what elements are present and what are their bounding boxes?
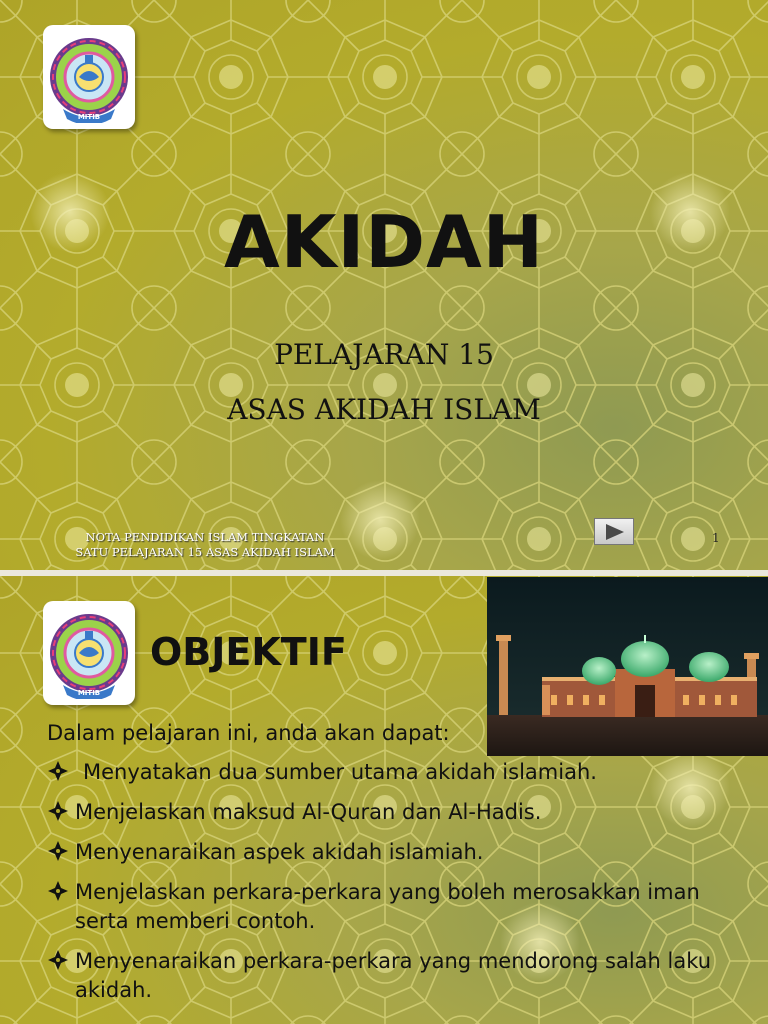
list-item: Menjelaskan perkara-perkara yang boleh merosakkan iman serta memberi contoh. xyxy=(47,878,747,936)
lesson-title: ASAS AKIDAH ISLAM xyxy=(227,393,541,426)
intro-text: Dalam pelajaran ini, anda akan dapat: xyxy=(47,721,450,745)
slide-footer xyxy=(30,530,380,560)
list-item: Menjelaskan maksud Al-Quran dan Al-Hadis. xyxy=(47,798,747,827)
slide-title: AKIDAH xyxy=(223,200,545,284)
list-item: Menyenaraikan aspek akidah islamiah. xyxy=(47,838,747,867)
list-item: Menyenaraikan perkara-perkara yang mendorong salah laku akidah. xyxy=(47,947,747,1005)
page-number: 1 xyxy=(712,531,720,545)
mosque-photo xyxy=(487,577,768,756)
objective-slide xyxy=(0,576,768,1024)
footer-line-2: SATU PELAJARAN 15 ASAS AKIDAH ISLAM xyxy=(75,545,335,559)
footer-line-1: NOTA PENDIDIKAN ISLAM TINGKATAN xyxy=(85,530,325,544)
diamond-bullet-icon xyxy=(47,880,69,902)
next-slide-button[interactable] xyxy=(594,518,634,545)
objective-heading: OBJEKTIF xyxy=(150,630,347,674)
objective-list xyxy=(47,758,747,1016)
school-logo xyxy=(43,25,135,129)
lesson-number: PELAJARAN 15 xyxy=(274,338,494,371)
svg-text:MITIB: MITIB xyxy=(77,113,101,121)
diamond-bullet-icon xyxy=(47,800,69,822)
diamond-bullet-icon xyxy=(47,949,69,971)
diamond-bullet-icon xyxy=(47,840,69,862)
svg-text:MITIB: MITIB xyxy=(77,689,101,697)
diamond-bullet-icon xyxy=(47,760,69,782)
school-logo xyxy=(43,601,135,705)
school-emblem-icon xyxy=(49,609,129,699)
list-item: Menyatakan dua sumber utama akidah islamiah. xyxy=(47,758,747,787)
play-triangle-icon xyxy=(606,524,624,540)
school-emblem-icon xyxy=(49,33,129,123)
